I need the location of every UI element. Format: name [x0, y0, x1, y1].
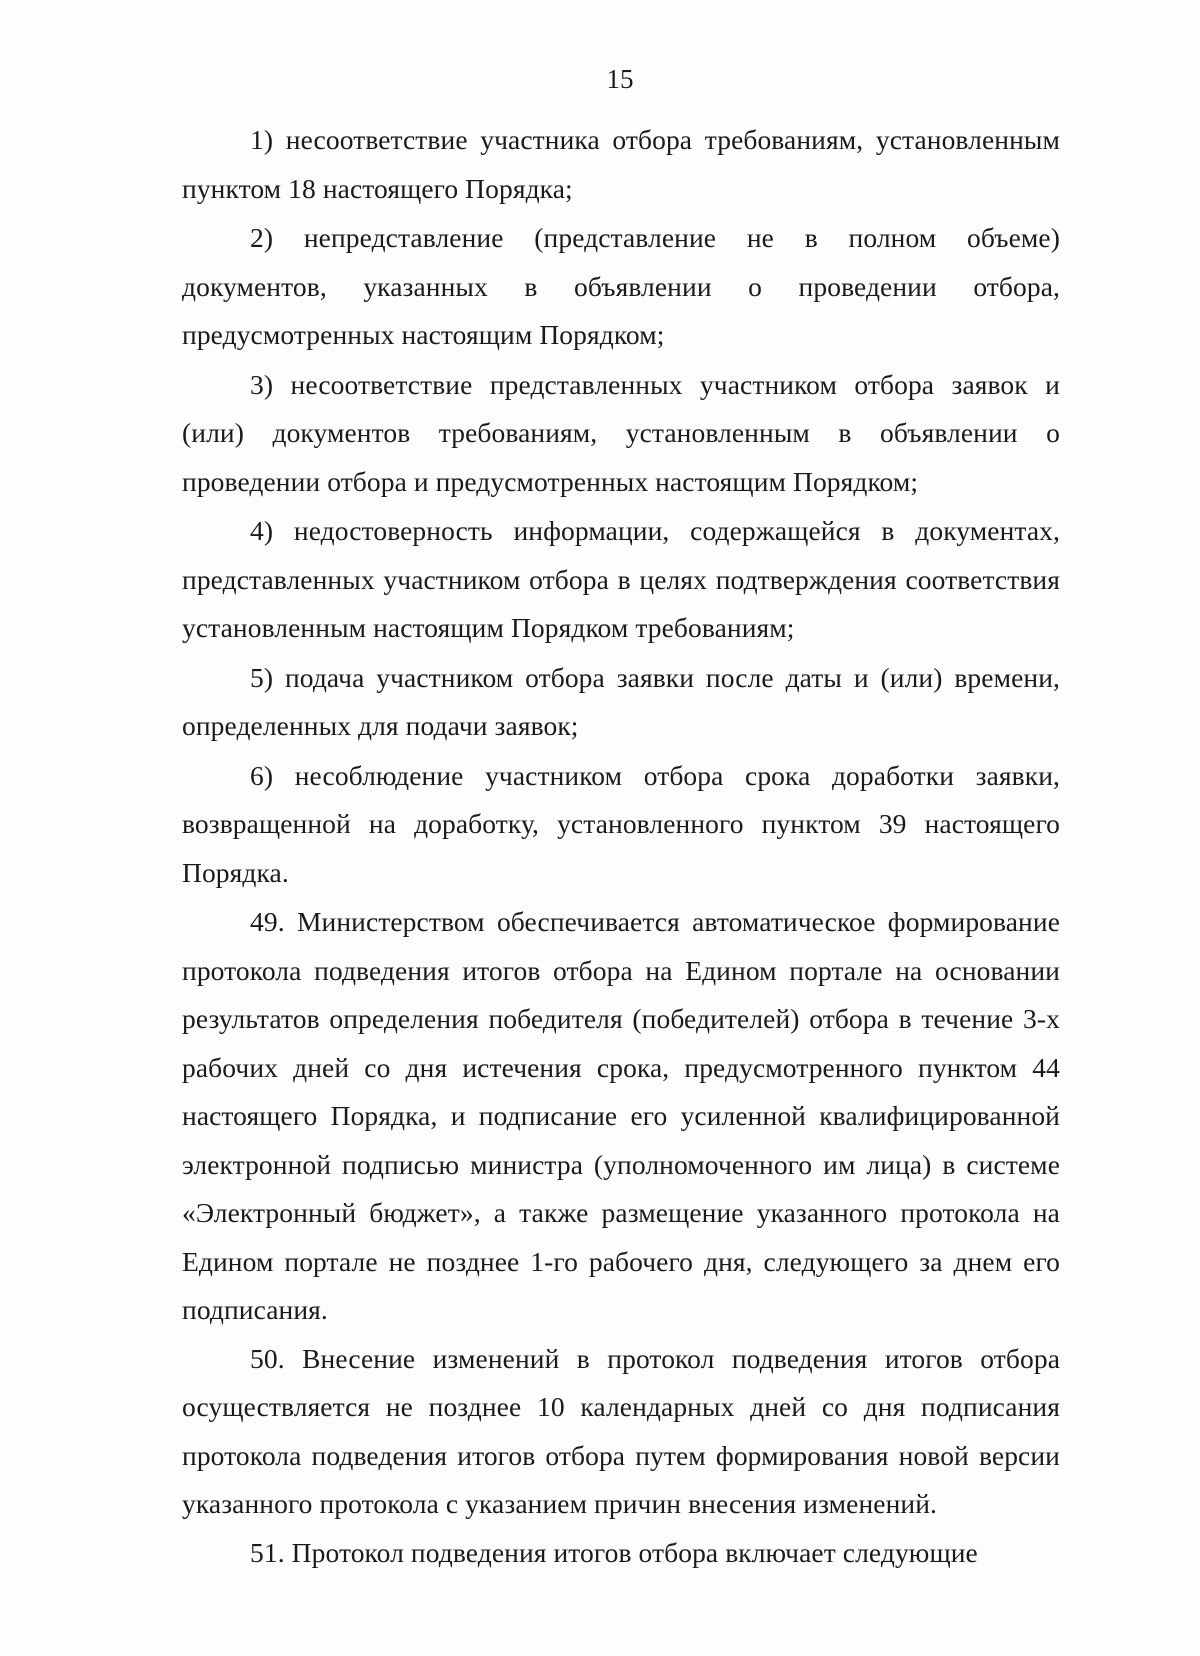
page-number: 15 [606, 64, 634, 94]
paragraph-item-1: 1) несоответствие участника отбора требованиям, установленным пунктом 18 настоящего Порядка; [182, 124, 1060, 204]
paragraph-item-5: 5) подача участником отбора заявки после даты и (или) времени, определенных для подачи заявок; [182, 661, 1060, 741]
paragraph-clause-51: 51. Протокол подведения итогов отбора включает следующие [250, 1536, 978, 1568]
paragraph-item-2: 2) непредставление (представление не в полном объеме) документов, указанных в объявлении о проведении отбора, предусмотренных настоящим Порядком; [182, 222, 1060, 350]
paragraph-item-6: 6) несоблюдение участником отбора срока доработки заявки, возвращенной на доработку, установленного пунктом 39 настоящего Порядка. [182, 759, 1060, 888]
paragraph-clause-49: 49. Министерством обеспечивается автоматическое формирование протокола подведения итогов отбора на Едином портале на основании результатов определения победителя (победителей) отбора в течение 3-х рабочих дней со дня истечения срока, предусмотренного пунктом 44 настоящего Порядка, и подписание его усиленной квалифицированной электронной подписью министра (уполномоченного им лица) в системе «Электронный бюджет», а также размещение указанного протокола на Едином портале не позднее 1-го рабочего дня, следующего за днем его подписания. [182, 906, 1060, 1325]
paragraph-item-4: 4) недостоверность информации, содержащейся в документах, представленных участником отбора в целях подтверждения соответствия установленным настоящим Порядком требованиям; [182, 515, 1060, 643]
paragraph-clause-50: 50. Внесение изменений в протокол подведения итогов отбора осуществляется не позднее 10 календарных дней со дня подписания протокола подведения итогов отбора путем формирования новой версии указанного протокола с указанием причин внесения изменений. [182, 1342, 1060, 1519]
paragraph-item-3: 3) несоответствие представленных участником отбора заявок и (или) документов требованиям, установленным в объявлении о проведении отбора и предусмотренных настоящим Порядком; [182, 368, 1060, 497]
document-body [182, 116, 1060, 1577]
